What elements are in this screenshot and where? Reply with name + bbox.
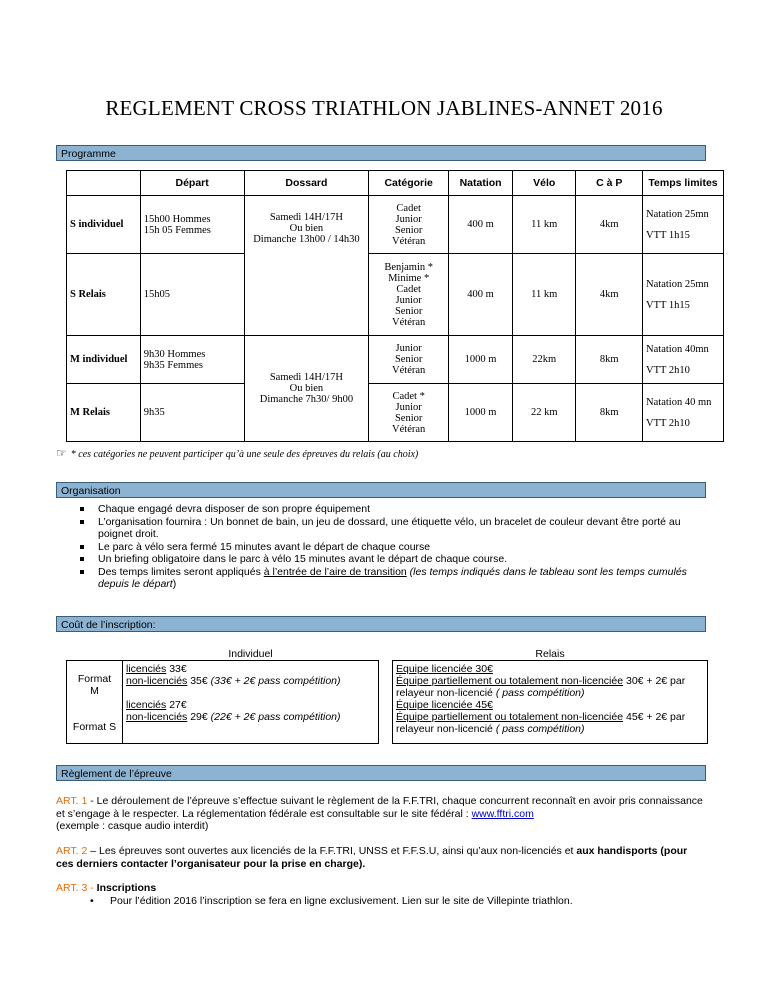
list-item: L’organisation fournira : Un bonnet de bain, un jeu de dossard, une étiquette vélo, un bracelet de couleur devant être porté au poignet droit. (76, 516, 716, 541)
categorie-cell: Cadet * Junior Senior Vétéran (369, 384, 449, 442)
header-relais: Relais (535, 648, 565, 660)
categorie-cell: Benjamin * Minime * Cadet Junior Senior Vétéran (369, 254, 449, 336)
header-cap: C à P (576, 171, 643, 196)
organisation-list (76, 503, 716, 591)
depart-cell: 9h30 Hommes 9h35 Femmes (140, 336, 244, 384)
header-temps-limites: Temps limites (643, 171, 724, 196)
velo-cell: 22km (513, 336, 576, 384)
header-natation: Natation (448, 171, 512, 196)
dossard-cell: Samedi 14H/17H Ou bien Dimanche 7h30/ 9h00 (244, 336, 369, 442)
table-row (67, 336, 724, 384)
section-header-organisation: Organisation (56, 482, 706, 498)
natation-cell: 400 m (448, 196, 512, 254)
cost-table (66, 646, 708, 744)
cap-cell: 8km (576, 336, 643, 384)
table-row (67, 196, 724, 254)
list-item: Chaque engagé devra disposer de son propre équipement (76, 503, 716, 516)
categorie-cell: Cadet Junior Senior Vétéran (369, 196, 449, 254)
row-label: S Relais (67, 254, 141, 336)
bullet-icon: • (90, 894, 94, 907)
temps-cell: Natation 25mn VTT 1h15 (643, 254, 724, 336)
fftri-link[interactable]: www.fftri.com (471, 807, 534, 820)
temps-cell: Natation 40 mn VTT 2h10 (643, 384, 724, 442)
relais-cell: Equipe licenciée 30€ Équipe partiellement ou totalement non-licenciée 30€ + 2€ par relayeur non-licencié ( pass compétition) Équipe licenciée 45€ Équipe partiellement ou totalement non-licenciée 45€ + 2€ par relayeur non-licencié ( pass compétition) (393, 661, 708, 744)
depart-cell: 15h05 (140, 254, 244, 336)
categories-note: ☞ * ces catégories ne peuvent participer qu’à une seule des épreuves du relais (au choix) (56, 446, 419, 460)
section-header-reglement: Règlement de l’épreuve (56, 765, 706, 781)
velo-cell: 11 km (513, 254, 576, 336)
dossard-cell: Samedi 14H/17H Ou bien Dimanche 13h00 / 14h30 (244, 196, 369, 336)
cap-cell: 4km (576, 196, 643, 254)
header-velo: Vélo (513, 171, 576, 196)
velo-cell: 22 km (513, 384, 576, 442)
programme-table (66, 170, 724, 442)
cap-cell: 8km (576, 384, 643, 442)
page-title: REGLEMENT CROSS TRIATHLON JABLINES-ANNET 2016 (105, 96, 663, 120)
list-item: Un briefing obligatoire dans le parc à vélo 15 minutes avant le départ de chaque course. (76, 553, 716, 566)
list-item: Des temps limites seront appliqués à l’entrée de l’aire de transition (les temps indiqués dans le tableau sont les temps cumulés depuis le départ) (76, 566, 716, 591)
row-label: M Relais (67, 384, 141, 442)
header-dossard: Dossard (244, 171, 369, 196)
article-1: ART. 1 - Le déroulement de l’épreuve s’effectue suivant le règlement de la F.F.TRI, chaque concurrent reconnaît en avoir pris connaissance et s’engage à le respecter. La réglementation fédérale est consultable sur le site fédéral : www.fftri.com (exemple : casque audio interdit) (56, 795, 703, 832)
categorie-cell: Junior Senior Vétéran (369, 336, 449, 384)
list-item: Le parc à vélo sera fermé 15 minutes avant le départ de chaque course (76, 541, 716, 554)
velo-cell: 11 km (513, 196, 576, 254)
natation-cell: 400 m (448, 254, 512, 336)
row-label: S individuel (67, 196, 141, 254)
individuel-cell: licenciés 33€ non-licenciés 35€ (33€ + 2€ pass compétition) licenciés 27€ non-licenciés 29€ (22€ + 2€ pass compétition) (123, 661, 379, 744)
cap-cell: 4km (576, 254, 643, 336)
table-row (67, 646, 708, 661)
pointing-hand-icon: ☞ (56, 446, 67, 460)
table-header-row (67, 171, 724, 196)
header-categorie: Catégorie (369, 171, 449, 196)
row-label: M individuel (67, 336, 141, 384)
section-header-programme: Programme (56, 145, 706, 161)
header-depart: Départ (140, 171, 244, 196)
article-3: ART. 3 - Inscriptions • Pour l’édition 2016 l’inscription se fera en ligne exclusivement. Lien sur le site de Villepinte triathlon. (56, 882, 706, 907)
natation-cell: 1000 m (448, 384, 512, 442)
list-item: • Pour l’édition 2016 l’inscription se fera en ligne exclusivement. Lien sur le site de Villepinte triathlon. (90, 894, 573, 907)
format-cell: Format M Format S (67, 661, 123, 744)
depart-cell: 15h00 Hommes 15h 05 Femmes (140, 196, 244, 254)
section-header-cout: Coût de l’inscription: (56, 616, 706, 632)
temps-cell: Natation 25mn VTT 1h15 (643, 196, 724, 254)
header-individuel: Individuel (228, 648, 273, 660)
article-2: ART. 2 – Les épreuves sont ouvertes aux licenciés de la F.F.TRI, UNSS et F.F.S.U, ainsi qu’aux non-licenciés et aux handisports (pour ces derniers contacter l’organisateur pour la prise en charge). (56, 845, 688, 870)
table-row (67, 254, 724, 336)
table-row (67, 384, 724, 442)
temps-cell: Natation 40mn VTT 2h10 (643, 336, 724, 384)
depart-cell: 9h35 (140, 384, 244, 442)
natation-cell: 1000 m (448, 336, 512, 384)
